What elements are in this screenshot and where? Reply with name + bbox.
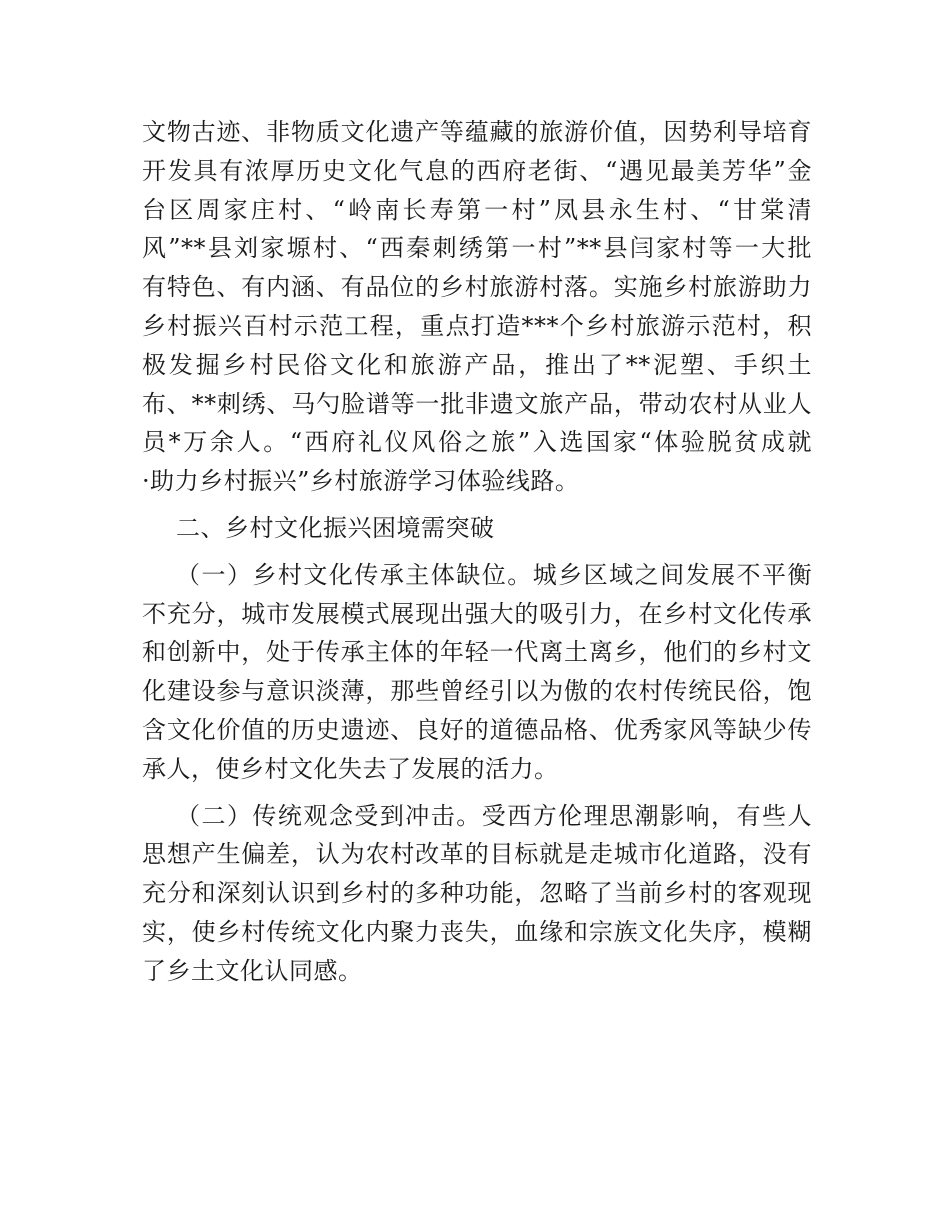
paragraph-inheritance-gap	[142, 556, 812, 789]
paragraph-line: 不充分，城市发展模式展现出强大的吸引力，在乡村文化传承	[142, 599, 812, 628]
paragraph-line: 和创新中，处于传承主体的年轻一代离土离乡，他们的乡村文	[142, 638, 812, 667]
paragraph-spacer	[142, 789, 812, 797]
paragraph-line: 思想产生偏差，认为农村改革的目标就是走城市化道路，没有	[142, 840, 812, 869]
paragraph-line: 员*万余人。“西府礼仪风俗之旅”入选国家“体验脱贫成就	[142, 428, 812, 457]
paragraph-rural-tourism	[142, 113, 812, 501]
paragraph-line: 化建设参与意识淡薄，那些曾经引以为傲的农村传统民俗，饱	[142, 677, 812, 706]
paragraph-line: 极发掘乡村民俗文化和旅游产品，推出了**泥塑、手织土	[142, 350, 812, 379]
paragraph-line: 有特色、有内涵、有品位的乡村旅游村落。实施乡村旅游助力	[142, 273, 812, 302]
paragraph-line: （一）乡村文化传承主体缺位。城乡区域之间发展不平衡	[176, 560, 812, 589]
paragraph-line: 承人，使乡村文化失去了发展的活力。	[142, 754, 559, 783]
paragraph-line: 风”**县刘家塬村、“西秦刺绣第一村”**县闫家村等一大批	[142, 234, 812, 263]
paragraph-line: 充分和深刻认识到乡村的多种功能，忽略了当前乡村的客观现	[142, 879, 812, 908]
paragraph-line: 布、**刺绣、马勺脸谱等一批非遗文旅产品，带动农村从业人	[142, 389, 812, 418]
paragraph-line: （二）传统观念受到冲击。受西方伦理思潮影响，有些人	[176, 801, 812, 830]
paragraph-line: 文物古迹、非物质文化遗产等蕴藏的旅游价值，因势利导培育	[142, 118, 812, 146]
paragraph-line: ·助力乡村振兴”乡村旅游学习体验线路。	[142, 467, 580, 496]
paragraph-line: 了乡土文化认同感。	[142, 956, 363, 985]
paragraph-line: 实，使乡村传统文化内聚力丧失，血缘和宗族文化失序，模糊	[142, 917, 812, 946]
paragraph-line: 含文化价值的历史遗迹、良好的道德品格、优秀家风等缺少传	[142, 715, 812, 744]
paragraph-traditional-values	[142, 797, 812, 991]
section-heading: 二、乡村文化振兴困境需突破	[176, 513, 495, 542]
paragraph-line: 台区周家庄村、“岭南长寿第一村”凤县永生村、“甘棠清	[142, 195, 812, 224]
paragraph-line: 乡村振兴百村示范工程，重点打造***个乡村旅游示范村，积	[142, 311, 812, 340]
paragraph-spacer	[142, 501, 812, 509]
document-body	[142, 113, 812, 991]
paragraph-spacer	[142, 548, 812, 556]
paragraph-line: 开发具有浓厚历史文化气息的西府老街、“遇见最美芳华”金	[142, 156, 812, 185]
